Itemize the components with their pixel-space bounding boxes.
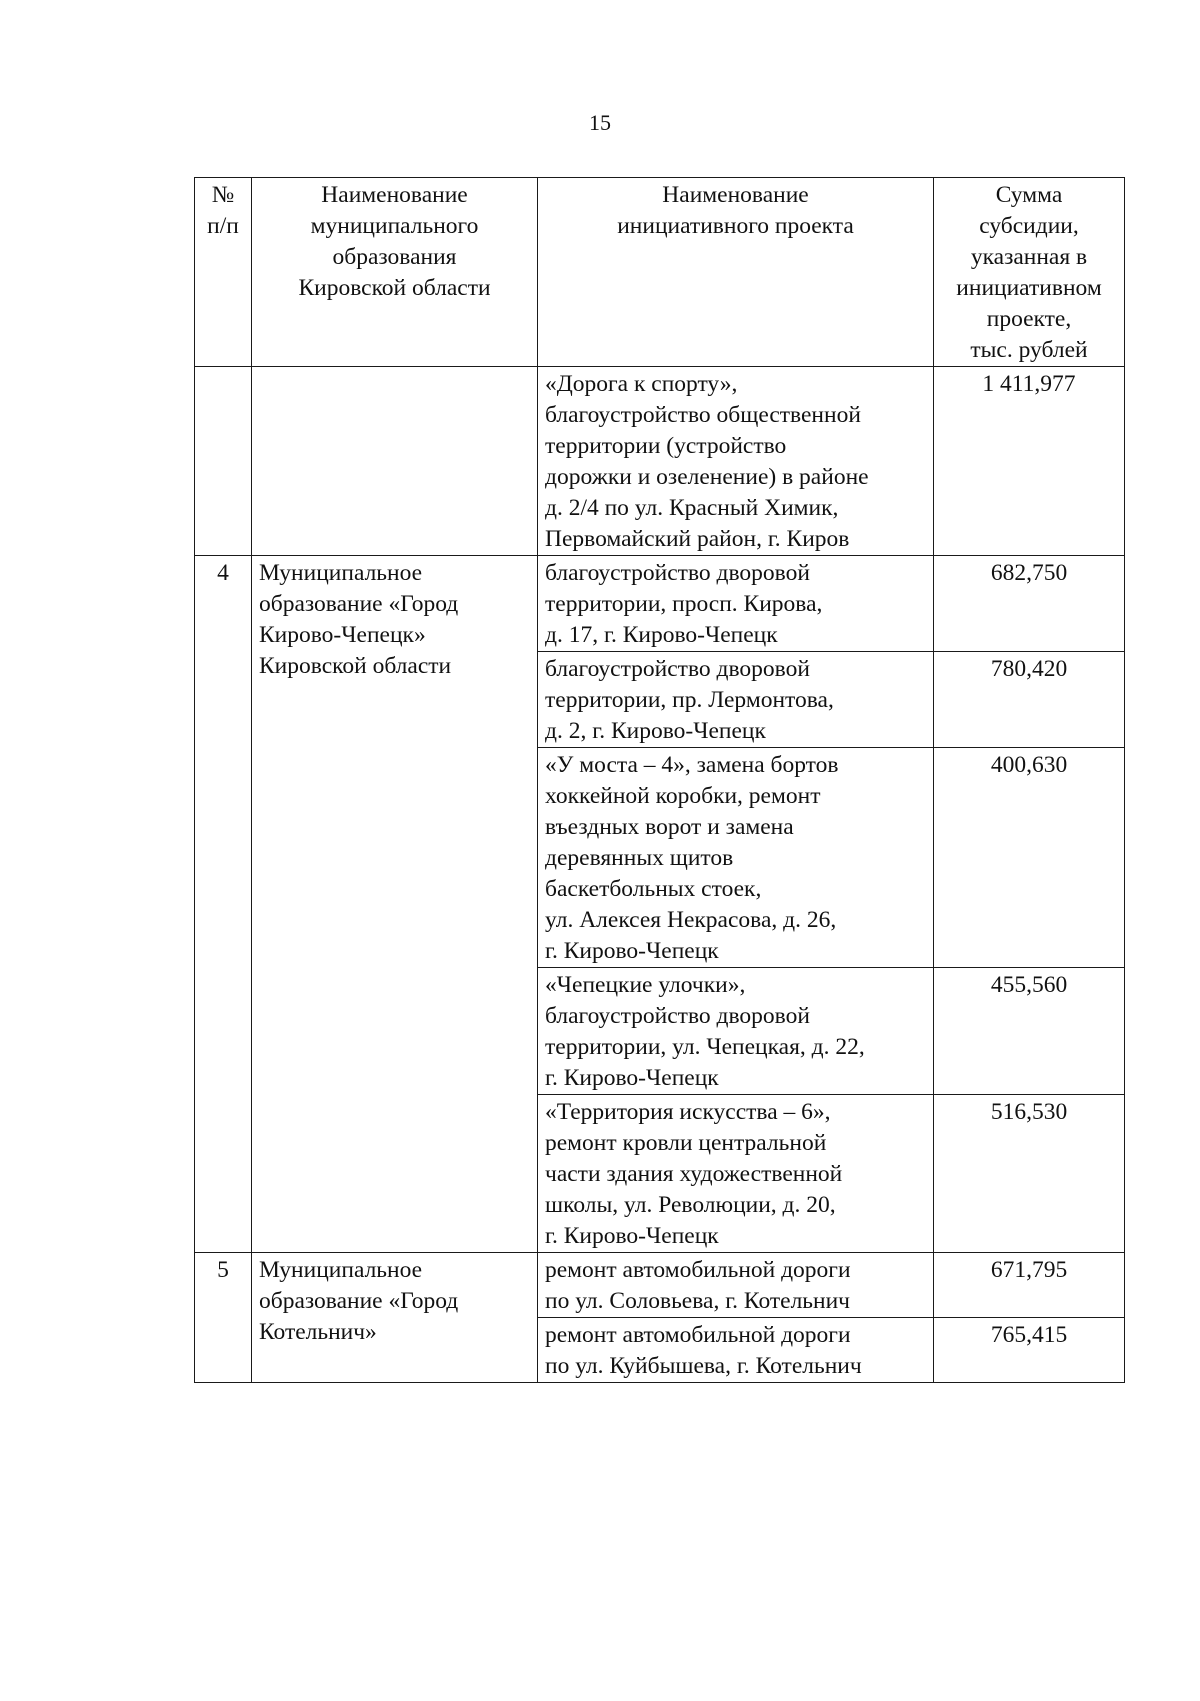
table-header-row: [195, 178, 1125, 367]
subsidy-sum: 455,560: [934, 968, 1125, 1095]
header-number: № п/п: [195, 178, 252, 367]
project-name: «Территория искусства – 6», ремонт кровли центральной части здания художественной школы, ул. Революции, д. 20, г. Кирово-Чепецк: [538, 1095, 934, 1253]
project-name: ремонт автомобильной дороги по ул. Соловьева, г. Котельнич: [538, 1253, 934, 1318]
project-name: «У моста – 4», замена бортов хоккейной коробки, ремонт въездных ворот и замена деревянных щитов баскетбольных стоек, ул. Алексея Некрасова, д. 26, г. Кирово-Чепецк: [538, 748, 934, 968]
project-name: «Чепецкие улочки», благоустройство дворовой территории, ул. Чепецкая, д. 22, г. Кирово-Чепецк: [538, 968, 934, 1095]
subsidy-sum: 765,415: [934, 1318, 1125, 1383]
subsidy-sum: 682,750: [934, 556, 1125, 652]
page-number: 15: [589, 110, 611, 135]
header-project: Наименование инициативного проекта: [538, 178, 934, 367]
row-municipality: Муниципальное образование «Город Котельнич»: [252, 1253, 538, 1383]
subsidy-sum: 516,530: [934, 1095, 1125, 1253]
subsidy-sum: 780,420: [934, 652, 1125, 748]
subsidy-table: [194, 177, 1125, 1383]
project-name: благоустройство дворовой территории, пр. Лермонтова, д. 2, г. Кирово-Чепецк: [538, 652, 934, 748]
row-municipality: [252, 367, 538, 556]
subsidy-sum: 1 411,977: [934, 367, 1125, 556]
project-name: благоустройство дворовой территории, просп. Кирова, д. 17, г. Кирово-Чепецк: [538, 556, 934, 652]
table-row: [195, 367, 1125, 556]
row-number: 4: [195, 556, 252, 1253]
subsidy-sum: 671,795: [934, 1253, 1125, 1318]
table-row: [195, 1253, 1125, 1318]
row-number: 5: [195, 1253, 252, 1383]
subsidy-sum: 400,630: [934, 748, 1125, 968]
row-municipality: Муниципальное образование «Город Кирово-Чепецк» Кировской области: [252, 556, 538, 1253]
project-name: «Дорога к спорту», благоустройство общественной территории (устройство дорожки и озеленение) в районе д. 2/4 по ул. Красный Химик, Первомайский район, г. Киров: [538, 367, 934, 556]
table-row: [195, 556, 1125, 652]
header-municipality: Наименование муниципального образования Кировской области: [252, 178, 538, 367]
row-number: [195, 367, 252, 556]
header-sum: Сумма субсидии, указанная в инициативном проекте, тыс. рублей: [934, 178, 1125, 367]
project-name: ремонт автомобильной дороги по ул. Куйбышева, г. Котельнич: [538, 1318, 934, 1383]
